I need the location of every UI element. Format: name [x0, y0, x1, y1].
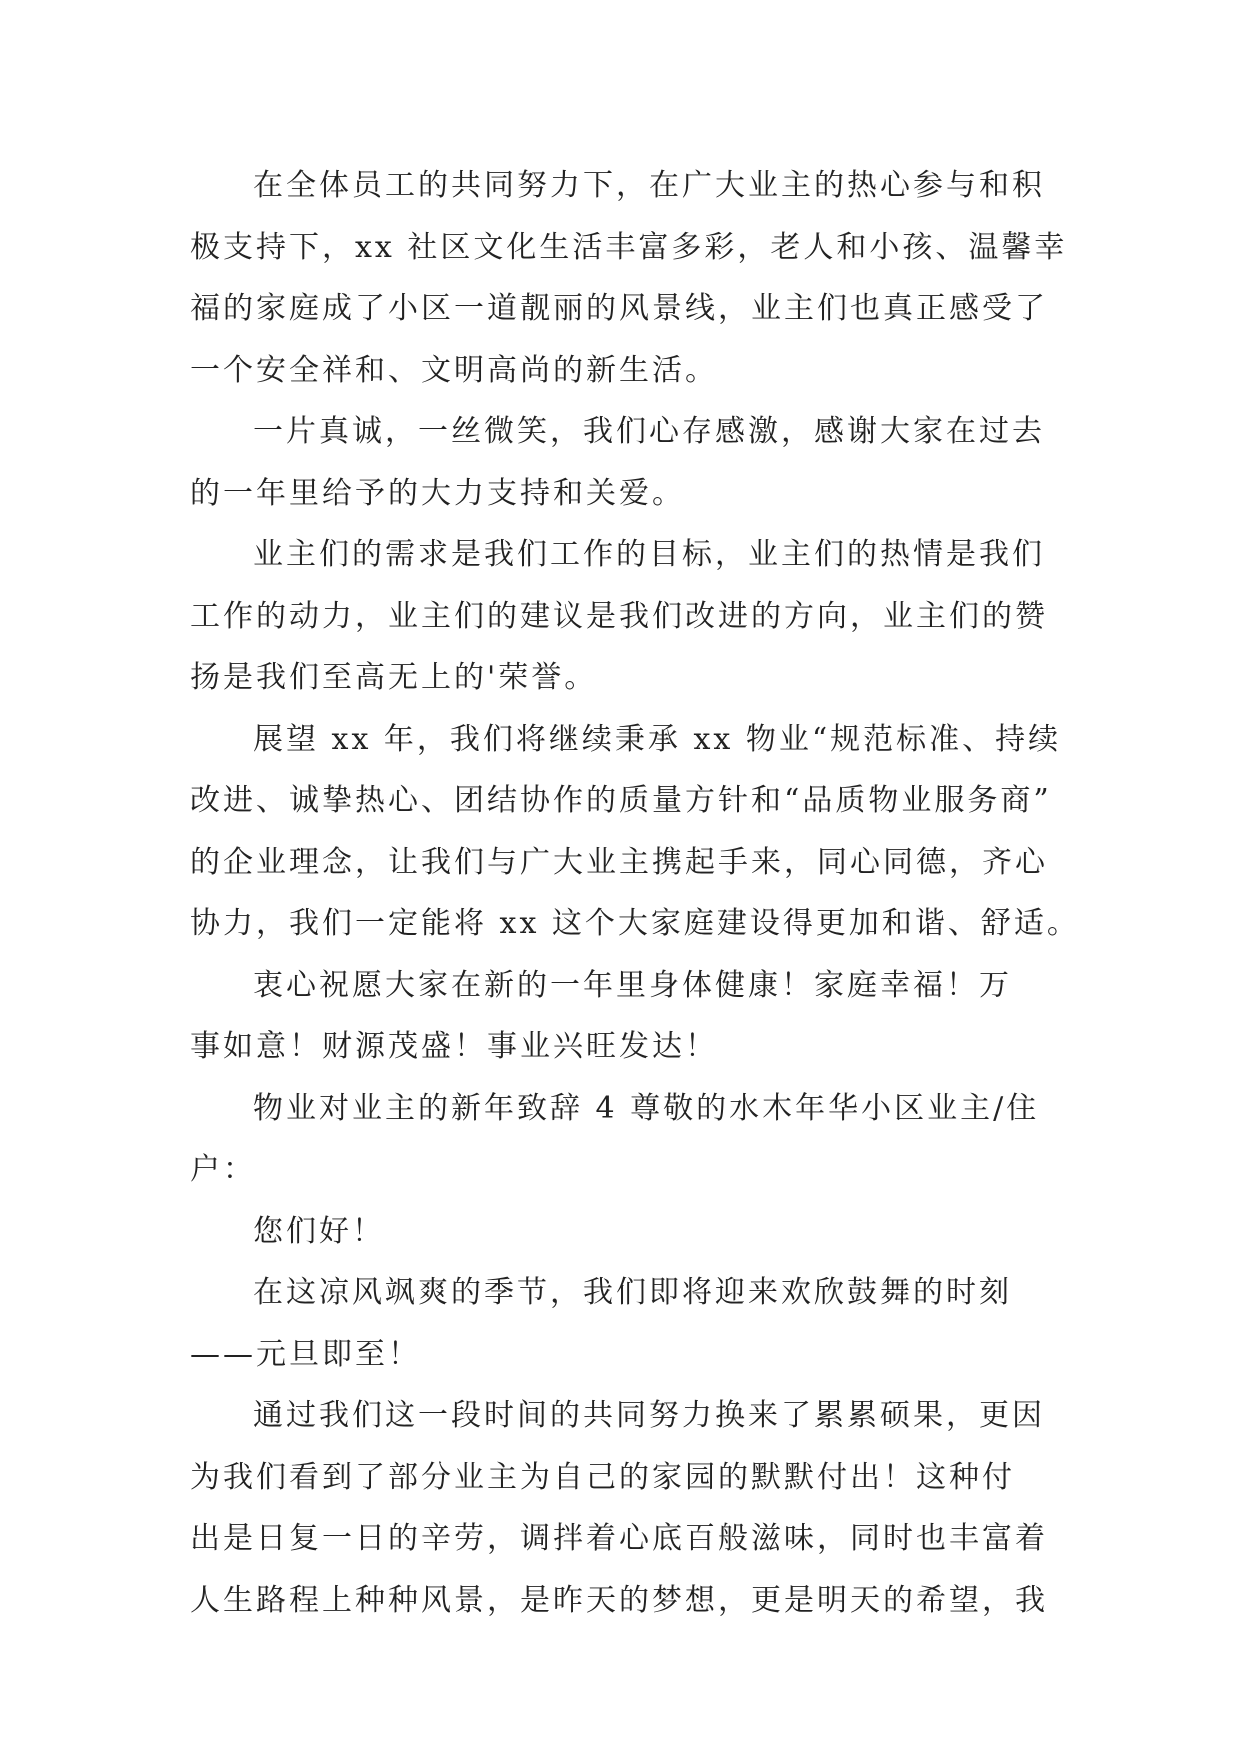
text-line: 展望 xx 年，我们将继续秉承 xx 物业“规范标准、持续	[253, 721, 1062, 757]
text-line: 通过我们这一段时间的共同努力换来了累累硕果，更因	[253, 1398, 1045, 1433]
text-line: 扬是我们至高无上的'荣誉。	[190, 660, 598, 695]
text-line: 的一年里给予的大力支持和关爱。	[190, 475, 685, 511]
text-line: ——元旦即至！	[190, 1336, 421, 1372]
text-line: 为我们看到了部分业主为自己的家园的默默付出！这种付	[190, 1459, 1015, 1495]
text-line: 一个安全祥和、文明高尚的新生活。	[190, 352, 718, 388]
text-line: 人生路程上种种风景，是昨天的梦想，更是明天的希望，我	[190, 1582, 1048, 1618]
text-line: 出是日复一日的辛劳，调拌着心底百般滋味，同时也丰富着	[190, 1521, 1048, 1556]
text-line: 在全体员工的共同努力下，在广大业主的热心参与和积	[253, 168, 1045, 203]
text-line: 的企业理念，让我们与广大业主携起手来，同心同德，齐心	[190, 844, 1048, 880]
document-body	[190, 155, 1080, 1631]
text-line: 协力，我们一定能将 xx 这个大家庭建设得更加和谐、舒适。	[190, 906, 1080, 941]
text-line: 业主们的需求是我们工作的目标，业主们的热情是我们	[253, 537, 1045, 572]
text-line: 衷心祝愿大家在新的一年里身体健康！家庭幸福！万	[253, 967, 1012, 1003]
text-line: 改进、诚挚热心、团结协作的质量方针和“品质物业服务商”	[190, 783, 1052, 818]
text-line: 工作的动力，业主们的建议是我们改进的方向，业主们的赞	[190, 598, 1048, 634]
text-line: 物业对业主的新年致辞 4 尊敬的水木年华小区业主/住	[253, 1090, 1040, 1126]
text-line: 户：	[190, 1152, 256, 1187]
text-line: 福的家庭成了小区一道靓丽的风景线，业主们也真正感受了	[190, 291, 1048, 326]
text-line: 您们好！	[253, 1213, 385, 1249]
text-line: 在这凉风飒爽的季节，我们即将迎来欢欣鼓舞的时刻	[253, 1275, 1012, 1310]
text-line: 事如意！财源茂盛！事业兴旺发达！	[190, 1029, 718, 1064]
text-line: 一片真诚，一丝微笑，我们心存感激，感谢大家在过去	[253, 414, 1045, 449]
text-line: 极支持下，xx 社区文化生活丰富多彩，老人和小孩、温馨幸	[190, 229, 1068, 265]
